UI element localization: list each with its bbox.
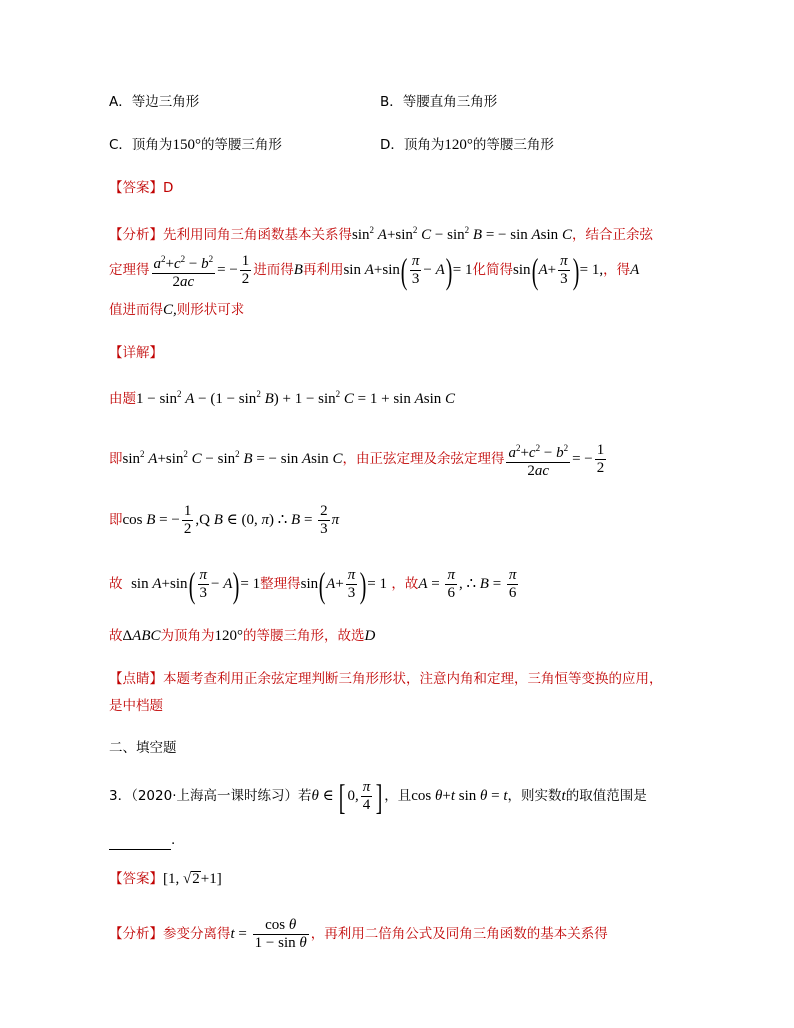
q2-analysis-line1: 【分析】先利用同角三角函数基本关系得$\sin^2 A+\sin^2$ $C - \sin^2 B$ = − sin Asin C，结合正余弦 (109, 225, 653, 243)
q2-detail-line5: 故ΔABC为顶角为120°的等腰三角形，故选D (109, 628, 376, 644)
q3-answer: 【答案】[1, √2+1] (109, 871, 222, 887)
q2-analysis-line3: 值进而得C,则形状可求 (109, 302, 245, 318)
option-d: D．顶角为120°的等腰三角形 (380, 137, 554, 153)
q2-detail-line2: 即$\sin^2 A+\sin^2$ $C - \sin^2 B$ = − sin Asin C，由正弦定理及余弦定理得 $\frac{a^2+c^2 - b^2}{2ac}$ = − $\frac{1}{2}$ (109, 432, 608, 481)
option-b: B．等腰直角三角形 (380, 94, 498, 110)
q2-comment-line1: 【点睛】本题考查利用正余弦定理判断三角形形状，注意内角和定理，三角恒等变换的应用， (109, 671, 663, 687)
q2-analysis-line2: 定理得 $\frac{a^2+c^2 - b^2}{2ac}$ = − $\frac{1}{2}$ 进而得B再利用sin A+sin( $\frac{\pi}{3}$ − A)= 1化简得sin(A+ $\frac{\pi}{3}$ )= 1,，得A (109, 250, 640, 291)
q3-question: 3．（2020·上海高一课时练习）若θ ∈ [ 0, $\frac{\pi}{4}$ ] ，且cos θ+t sin θ = t，则实数t的取值范围是 (109, 776, 647, 817)
q2-detail-line1: 由题$1 - \sin^2 A - (1 - \sin^2 B) + 1 - \sin^2 C = 1 + \sin Asin$ C (109, 389, 456, 407)
option-c: C．顶角为150°的等腰三角形 (109, 137, 282, 153)
q3-analysis: 【分析】参变分离得t = $\frac{\text{cos θ}}{\text{1 − sin θ}}$ ，再利用二倍角公式及同角三角函数的基本关系得 (109, 917, 608, 952)
q2-detail-tag: 【详解】 (109, 345, 163, 361)
option-a: A．等边三角形 (109, 94, 200, 110)
q2-detail-line4: 故 sin A+sin( $\frac{\pi}{3}$ − A)= 1整理得sin(A+ $\frac{\pi}{3}$ )= 1 ，故A = $\frac{\pi}{6}$ , ∴ B = $\frac{\pi}{6}$ (109, 564, 517, 605)
section-title: 二、填空题 (109, 740, 177, 756)
q2-answer: 【答案】D (109, 180, 174, 196)
q3-blank: . (109, 830, 175, 850)
q2-comment-line2: 是中档题 (109, 698, 163, 714)
q2-detail-line3: 即cos B = − $\frac{1}{2}$ ,Q B ∈ (0, π) ∴ B = $\frac{2}{3}$ π (109, 503, 340, 538)
